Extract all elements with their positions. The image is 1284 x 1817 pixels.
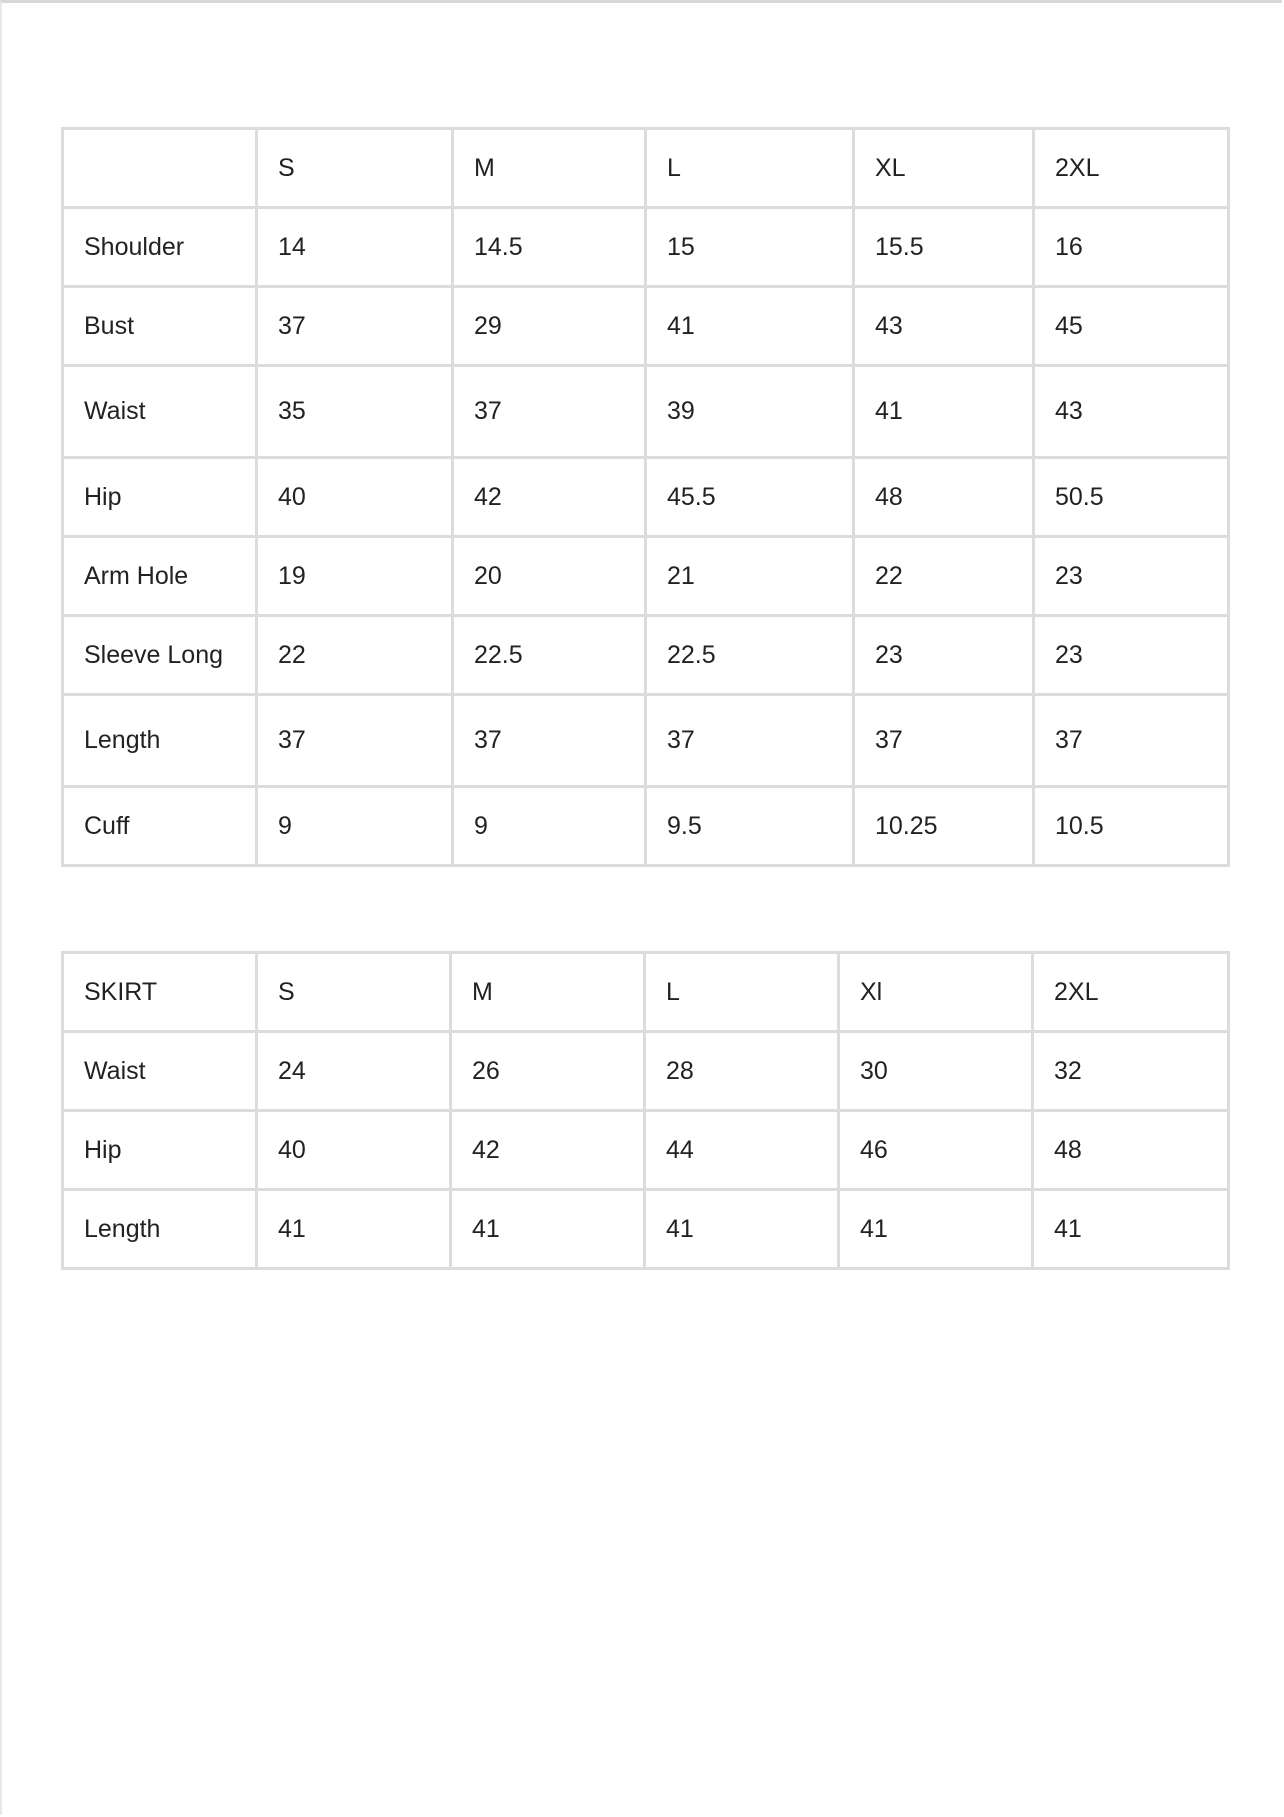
table-row	[63, 287, 1229, 366]
table-cell: 23	[1034, 616, 1229, 695]
table-cell: 19	[257, 537, 453, 616]
table-cell: 43	[854, 287, 1034, 366]
table-row	[63, 695, 1229, 787]
skirt-size-table	[61, 951, 1230, 1270]
table-row	[63, 1032, 1229, 1111]
table-cell: 43	[1034, 366, 1229, 458]
row-label: Length	[63, 1190, 257, 1269]
header-cell-size: S	[257, 953, 451, 1032]
row-label: Shoulder	[63, 208, 257, 287]
table-cell: 16	[1034, 208, 1229, 287]
row-label: Waist	[63, 366, 257, 458]
row-label: Hip	[63, 1111, 257, 1190]
header-cell-size: 2XL	[1034, 129, 1229, 208]
table-cell: 50.5	[1034, 458, 1229, 537]
table-row	[63, 1111, 1229, 1190]
table-cell: 41	[646, 287, 854, 366]
table-cell: 9	[257, 787, 453, 866]
row-label: Sleeve Long	[63, 616, 257, 695]
table-cell: 37	[257, 695, 453, 787]
table-cell: 48	[854, 458, 1034, 537]
table-cell: 22.5	[453, 616, 646, 695]
table-cell: 37	[1034, 695, 1229, 787]
table-cell: 29	[453, 287, 646, 366]
header-cell-size: L	[645, 953, 839, 1032]
table-cell: 41	[854, 366, 1034, 458]
table-row	[63, 537, 1229, 616]
table-cell: 42	[453, 458, 646, 537]
table-cell: 14.5	[453, 208, 646, 287]
table-cell: 20	[453, 537, 646, 616]
header-cell-corner	[63, 129, 257, 208]
table-row	[63, 458, 1229, 537]
table-cell: 40	[257, 458, 453, 537]
table-cell: 24	[257, 1032, 451, 1111]
table-cell: 40	[257, 1111, 451, 1190]
table-cell: 45.5	[646, 458, 854, 537]
header-cell-size: 2XL	[1033, 953, 1229, 1032]
table-cell: 45	[1034, 287, 1229, 366]
table-cell: 9.5	[646, 787, 854, 866]
table-cell: 23	[1034, 537, 1229, 616]
row-label: Cuff	[63, 787, 257, 866]
header-cell-size: L	[646, 129, 854, 208]
table-cell: 42	[451, 1111, 645, 1190]
table-header-row	[63, 953, 1229, 1032]
table-cell: 22.5	[646, 616, 854, 695]
table-cell: 37	[453, 695, 646, 787]
table-cell: 23	[854, 616, 1034, 695]
table-cell: 44	[645, 1111, 839, 1190]
table-row	[63, 787, 1229, 866]
row-label: Bust	[63, 287, 257, 366]
table-cell: 15.5	[854, 208, 1034, 287]
table-cell: 37	[257, 287, 453, 366]
table-row	[63, 616, 1229, 695]
table-cell: 30	[839, 1032, 1033, 1111]
table-cell: 41	[257, 1190, 451, 1269]
table-cell: 26	[451, 1032, 645, 1111]
header-cell-size: S	[257, 129, 453, 208]
table-cell: 41	[1033, 1190, 1229, 1269]
table-cell: 22	[854, 537, 1034, 616]
table-cell: 14	[257, 208, 453, 287]
header-cell-skirt: SKIRT	[63, 953, 257, 1032]
row-label: Arm Hole	[63, 537, 257, 616]
table-cell: 46	[839, 1111, 1033, 1190]
top-size-table	[61, 127, 1230, 867]
row-label: Hip	[63, 458, 257, 537]
table-cell: 15	[646, 208, 854, 287]
table-cell: 37	[453, 366, 646, 458]
table-cell: 10.5	[1034, 787, 1229, 866]
table-cell: 21	[646, 537, 854, 616]
table-cell: 28	[645, 1032, 839, 1111]
table-row	[63, 1190, 1229, 1269]
table-cell: 41	[451, 1190, 645, 1269]
table-cell: 10.25	[854, 787, 1034, 866]
row-label: Waist	[63, 1032, 257, 1111]
table-cell: 39	[646, 366, 854, 458]
table-cell: 32	[1033, 1032, 1229, 1111]
table-cell: 41	[839, 1190, 1033, 1269]
table-cell: 37	[646, 695, 854, 787]
table-cell: 37	[854, 695, 1034, 787]
table-cell: 41	[645, 1190, 839, 1269]
header-cell-size: M	[451, 953, 645, 1032]
table-cell: 35	[257, 366, 453, 458]
table-row	[63, 366, 1229, 458]
table-cell: 48	[1033, 1111, 1229, 1190]
header-cell-size: M	[453, 129, 646, 208]
header-cell-size: Xl	[839, 953, 1033, 1032]
header-cell-size: XL	[854, 129, 1034, 208]
table-row	[63, 208, 1229, 287]
table-cell: 9	[453, 787, 646, 866]
table-cell: 22	[257, 616, 453, 695]
table-header-row	[63, 129, 1229, 208]
row-label: Length	[63, 695, 257, 787]
